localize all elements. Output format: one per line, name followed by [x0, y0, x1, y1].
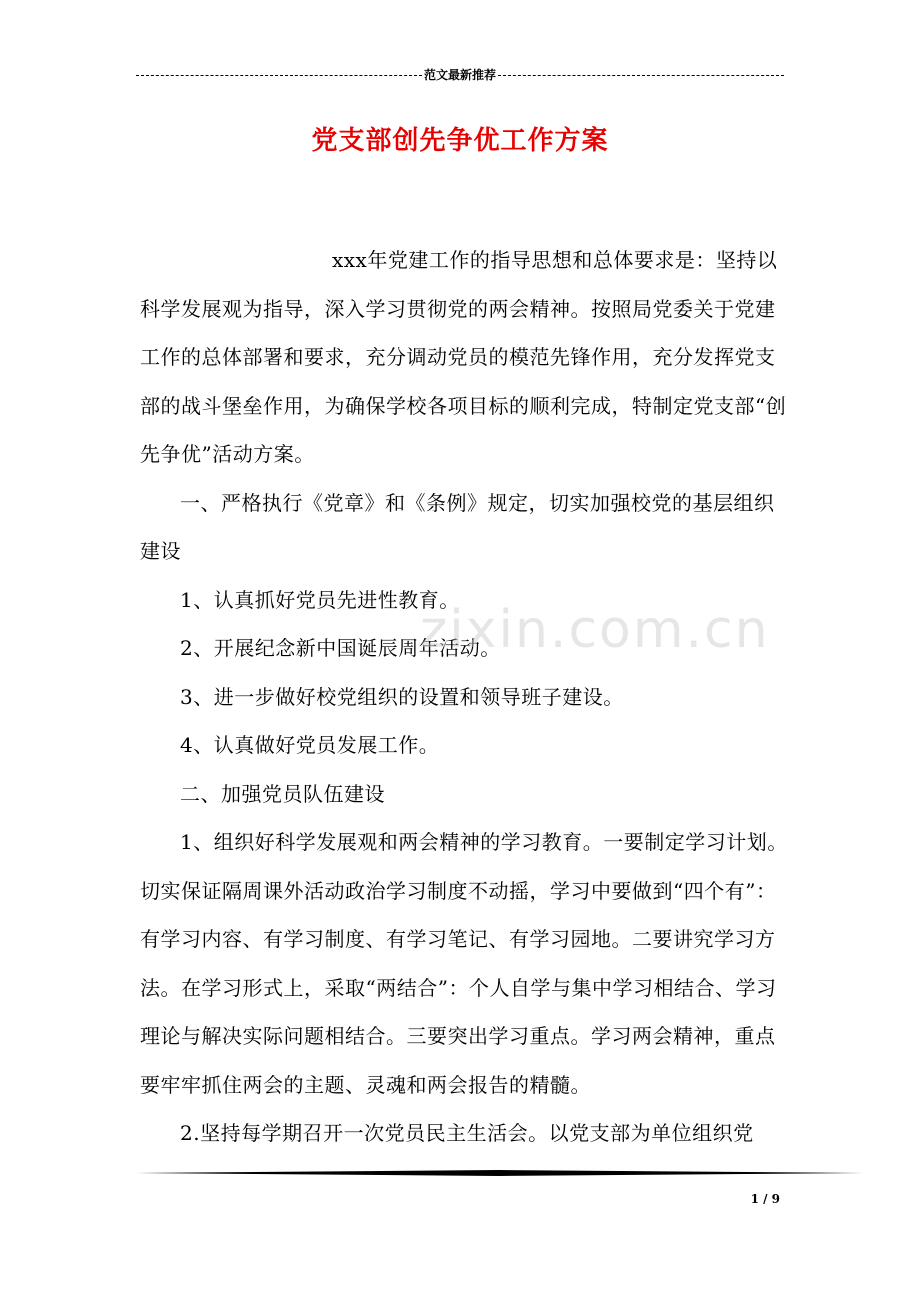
- header-label: 范文最新推荐: [424, 68, 497, 82]
- list-item: 4、认真做好党员发展工作。: [180, 733, 440, 757]
- page-number: 1 / 9: [750, 1192, 780, 1206]
- document-body: [140, 236, 788, 1158]
- header-dash-right: [498, 75, 784, 76]
- header-banner: [136, 66, 784, 83]
- body-paragraph: 2.坚持每学期召开一次党员民主生活会。以党支部为单位组织党: [180, 1121, 754, 1145]
- watermark-logo: zixin.com.cn: [420, 600, 770, 660]
- list-item: 2、开展纪念新中国诞辰周年活动。: [180, 636, 501, 660]
- intro-paragraph: xxx年党建工作的指导思想和总体要求是：坚持以科学发展观为指导，深入学习贯彻党的两会精神。按照局党委关于党建工作的总体部署和要求，充分调动党员的模范先锋作用，充分发挥党支部的战斗堡垒作用，为确保学校各项目标的顺利完成，特制定党支部“创先争优”活动方案。: [140, 248, 787, 466]
- footer-divider: [136, 1170, 863, 1176]
- list-item: 3、进一步做好校党组织的设置和领导班子建设。: [180, 684, 624, 709]
- header-dash-left: [136, 75, 422, 76]
- section-heading-2: 二、加强党员队伍建设: [180, 781, 385, 806]
- section-heading-1: 一、严格执行《党章》和《条例》规定，切实加强校党的基层组织建设: [140, 490, 775, 563]
- body-paragraph: 1、组织好科学发展观和两会精神的学习教育。一要制定学习计划。切实保证隔周课外活动政治学习制度不动摇，学习中要做到“四个有”：有学习内容、有学习制度、有学习笔记、有学习园地。二要讲究学习方法。在学习形式上，采取“两结合”：个人自学与集中学习相结合、学习理论与解决实际问题相结合。三要突出学习重点。学习两会精神，重点要牢牢抓住两会的主题、灵魂和两会报告的精髓。: [140, 830, 788, 1097]
- document-title: 党支部创先争优工作方案: [311, 126, 609, 156]
- list-item: 1、认真抓好党员先进性教育。: [180, 587, 460, 612]
